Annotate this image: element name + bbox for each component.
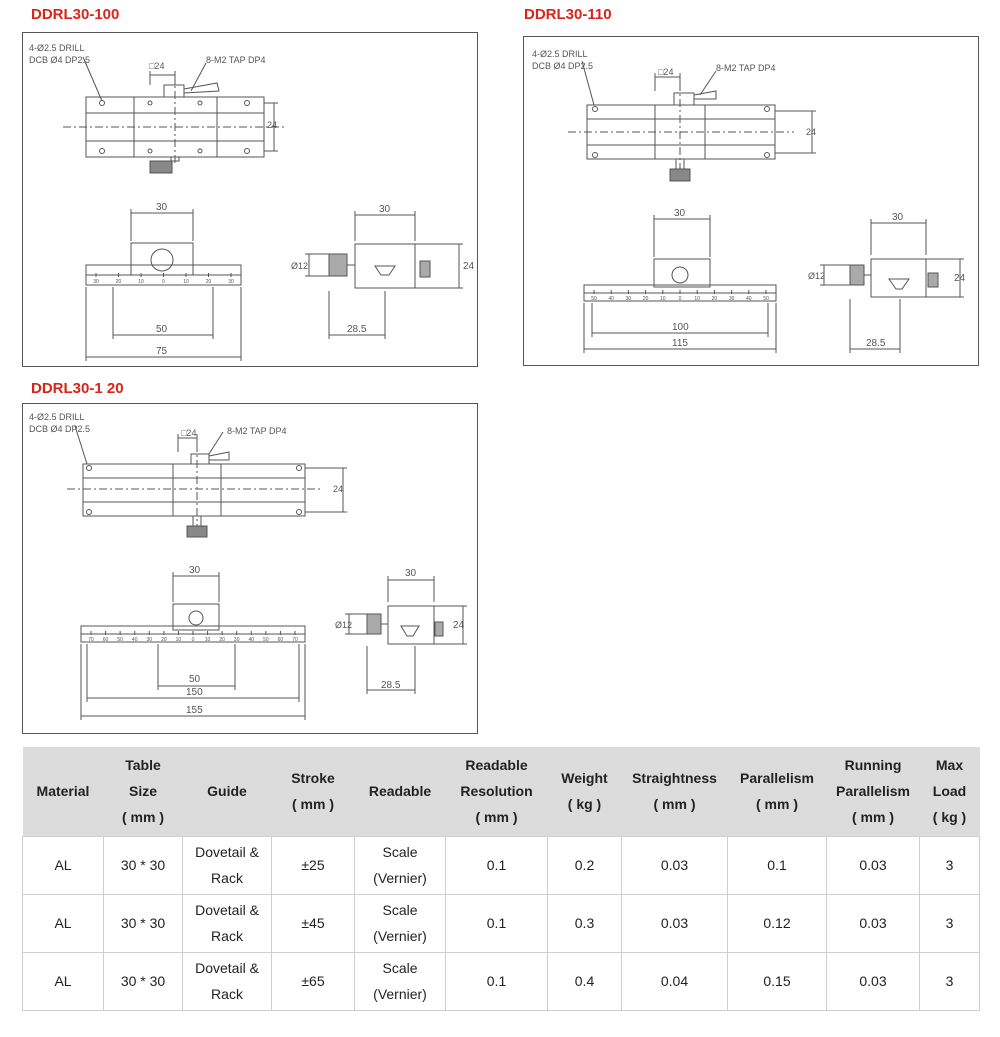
scale-tick-label: 30 xyxy=(93,279,99,285)
spec-cell xyxy=(622,836,728,894)
spec-cell-text: 3 xyxy=(945,973,954,989)
spec-cell xyxy=(548,836,622,894)
tap-note: 8-M2 TAP DP4 xyxy=(716,63,776,73)
front-mount-dim: 50 xyxy=(189,674,201,685)
spec-cell-text: AL xyxy=(54,973,72,989)
spec-header-text: Weight xyxy=(561,770,608,787)
scale-tick-label: 10 xyxy=(694,296,700,302)
spec-cell xyxy=(728,836,827,894)
spec-cell xyxy=(446,836,548,894)
spec-header-text: ( mm ) xyxy=(756,796,798,813)
spec-cell xyxy=(827,952,920,1010)
spec-cell xyxy=(23,894,104,952)
spec-cell xyxy=(355,952,446,1010)
spec-cell-text: ±65 xyxy=(301,973,325,989)
drawing-svg-ddrl30-100 xyxy=(23,33,479,368)
spec-table xyxy=(22,747,980,1011)
scale-tick-label: 10 xyxy=(204,637,211,643)
spec-header-text: Load xyxy=(932,783,967,800)
scale-tick-label: 10 xyxy=(138,279,144,285)
spec-cell-text: (Vernier) xyxy=(373,928,427,944)
spec-header-cell xyxy=(827,747,920,836)
spec-header-text: Resolution xyxy=(460,783,533,800)
scale-tick-label: 20 xyxy=(711,296,718,302)
side-height-dim: 24 xyxy=(453,620,465,631)
spec-cell-text: 0.1 xyxy=(486,973,507,989)
spec-cell-text: 0.04 xyxy=(660,973,689,989)
spec-cell-text: 0.03 xyxy=(859,973,887,989)
drill-note-line2: DCB Ø4 DP2.5 xyxy=(29,55,91,65)
spec-header-cell xyxy=(728,747,827,836)
spec-header-text: ( mm ) xyxy=(475,809,518,826)
spec-cell-text: 0.1 xyxy=(486,915,507,931)
side-height-dim: 24 xyxy=(463,261,475,272)
spec-cell-text: ±25 xyxy=(301,857,325,873)
spec-cell-text: (Vernier) xyxy=(373,870,427,886)
spec-cell-text: AL xyxy=(54,915,72,931)
spec-header-cell xyxy=(272,747,355,836)
scale-tick-label: 10 xyxy=(175,637,182,643)
spec-cell xyxy=(272,836,355,894)
spec-cell-text: Scale xyxy=(382,960,418,976)
spec-cell-text: Dovetail & xyxy=(195,844,259,860)
scale-tick-label: 40 xyxy=(131,637,138,643)
side-height-dim: 24 xyxy=(954,273,966,284)
model-title-ddrl30-100: DDRL30-100 xyxy=(31,6,120,23)
drawing-svg-ddrl30-120 xyxy=(23,404,479,735)
scale-tick-label: 10 xyxy=(660,296,666,302)
scale-tick-label: 40 xyxy=(746,296,752,302)
scale-tick-label: 50 xyxy=(117,637,123,643)
spec-header-cell xyxy=(23,747,104,836)
scale-tick-label: 20 xyxy=(205,279,212,285)
tap-note: 8-M2 TAP DP4 xyxy=(227,426,287,436)
scale-tick-label: 20 xyxy=(115,279,122,285)
scale-tick-label: 0 xyxy=(678,296,682,302)
spec-header-text: Stroke xyxy=(291,770,335,787)
scale-tick-label: 30 xyxy=(146,637,153,643)
spec-cell xyxy=(920,836,980,894)
scale-tick-label: 50 xyxy=(591,296,597,302)
top-height-dim: 24 xyxy=(806,127,817,137)
spec-cell-text: 0.03 xyxy=(859,915,887,931)
spec-header-cell xyxy=(183,747,272,836)
spec-cell xyxy=(272,952,355,1010)
spec-header-text: Table xyxy=(125,757,161,774)
scale-tick-label: 50 xyxy=(763,296,769,302)
model-title-ddrl30-120: DDRL30-1 20 xyxy=(31,380,124,397)
front-mount-dim: 50 xyxy=(156,324,168,335)
spec-header-text: Material xyxy=(36,783,90,800)
offset-dim: 28.5 xyxy=(347,324,367,335)
top-height-dim: 24 xyxy=(267,120,278,130)
drawing-ddrl30-100 xyxy=(22,32,478,367)
front-length-dim: 75 xyxy=(156,346,168,357)
spec-row xyxy=(23,894,980,952)
spec-cell xyxy=(183,836,272,894)
spec-cell xyxy=(104,836,183,894)
scale-tick-label: 10 xyxy=(183,279,189,285)
spec-cell-text: AL xyxy=(54,857,72,873)
spec-cell-text: 0.03 xyxy=(859,857,887,873)
scale-tick-label: 20 xyxy=(642,296,649,302)
spec-cell xyxy=(827,836,920,894)
spec-cell xyxy=(548,952,622,1010)
square-dim: □24 xyxy=(149,61,165,71)
spec-cell-text: 0.2 xyxy=(574,857,595,873)
spec-cell-text: 0.4 xyxy=(574,973,595,989)
spec-cell xyxy=(827,894,920,952)
front-length-dim: 155 xyxy=(186,705,203,716)
scale-tick-label: 30 xyxy=(233,637,240,643)
spec-cell xyxy=(23,952,104,1010)
spec-cell-text: Rack xyxy=(211,986,243,1002)
spec-cell-text: 3 xyxy=(945,915,954,931)
side-table-dim: 30 xyxy=(379,204,391,215)
spec-cell xyxy=(446,952,548,1010)
scale-tick-label: 40 xyxy=(608,296,614,302)
front-table-dim: 30 xyxy=(156,202,168,213)
spec-header-cell xyxy=(920,747,980,836)
spec-cell xyxy=(548,894,622,952)
spec-header-text: ( mm ) xyxy=(653,796,696,813)
scale-tick-label: 70 xyxy=(88,637,94,643)
spec-header-text: Max xyxy=(935,757,964,774)
scale-tick-label: 30 xyxy=(728,296,735,302)
scale-tick-label: 70 xyxy=(292,637,298,643)
spec-cell xyxy=(622,952,728,1010)
spec-cell xyxy=(104,894,183,952)
knob-dim: Ø12 xyxy=(335,620,353,630)
front-table-dim: 30 xyxy=(674,208,686,219)
drill-note-line1: 4-Ø2.5 DRILL xyxy=(29,43,85,53)
spec-cell xyxy=(920,952,980,1010)
spec-cell xyxy=(446,894,548,952)
spec-cell-text: 30 * 30 xyxy=(120,857,166,873)
tap-note: 8-M2 TAP DP4 xyxy=(206,55,266,65)
scale-tick-label: 0 xyxy=(162,279,165,285)
offset-dim: 28.5 xyxy=(866,338,886,349)
top-height-dim: 24 xyxy=(333,484,344,494)
spec-header-cell xyxy=(355,747,446,836)
spec-cell xyxy=(104,952,183,1010)
spec-header-text: Guide xyxy=(207,783,247,800)
spec-cell-text: 0.3 xyxy=(574,915,595,931)
spec-cell xyxy=(183,952,272,1010)
drawing-svg-ddrl30-110 xyxy=(524,37,980,367)
side-table-dim: 30 xyxy=(405,568,417,579)
spec-cell xyxy=(183,894,272,952)
spec-header-text: ( mm ) xyxy=(292,796,334,813)
spec-body xyxy=(23,836,980,1010)
model-title-ddrl30-110: DDRL30-110 xyxy=(524,6,612,23)
spec-header-cell xyxy=(104,747,183,836)
spec-header-text: Parallelism xyxy=(836,783,910,800)
scale-tick-label: 0 xyxy=(191,637,195,643)
spec-cell-text: Dovetail & xyxy=(195,902,259,918)
scale-tick-label: 50 xyxy=(263,637,269,643)
spec-header-text: Running xyxy=(844,757,902,774)
spec-cell-text: ±45 xyxy=(301,915,325,931)
scale-tick-label: 30 xyxy=(228,279,234,285)
spec-cell-text: 3 xyxy=(945,857,954,873)
drawing-ddrl30-120 xyxy=(22,403,478,734)
front-mount2-dim: 150 xyxy=(186,687,203,698)
spec-cell-text: Scale xyxy=(382,902,418,918)
scale-tick-label: 20 xyxy=(161,637,167,643)
spec-header-text: Parallelism xyxy=(740,770,814,787)
spec-cell-text: 0.1 xyxy=(486,857,507,873)
spec-header-text: Size xyxy=(128,783,157,800)
offset-dim: 28.5 xyxy=(381,680,401,691)
side-table-dim: 30 xyxy=(892,212,904,223)
scale-tick-label: 60 xyxy=(277,637,284,643)
spec-cell-text: 0.03 xyxy=(660,857,689,873)
spec-header-row xyxy=(23,747,980,836)
knob-dim: Ø12 xyxy=(808,271,826,281)
spec-header-cell xyxy=(622,747,728,836)
spec-cell-text: 0.1 xyxy=(767,857,787,873)
spec-cell xyxy=(355,836,446,894)
spec-row xyxy=(23,836,980,894)
square-dim: □24 xyxy=(658,67,674,77)
spec-cell-text: 30 * 30 xyxy=(120,973,166,989)
drill-note-line1: 4-Ø2.5 DRILL xyxy=(532,49,588,59)
scale-tick-label: 20 xyxy=(219,637,225,643)
front-mount-dim: 100 xyxy=(672,322,689,333)
spec-header-text: Straightness xyxy=(632,770,717,787)
spec-cell xyxy=(23,836,104,894)
spec-cell-text: Rack xyxy=(211,870,243,886)
spec-cell xyxy=(272,894,355,952)
spec-header-text: ( kg ) xyxy=(567,796,602,813)
front-table-dim: 30 xyxy=(189,565,201,576)
spec-row xyxy=(23,952,980,1010)
scale-tick-label: 60 xyxy=(102,637,109,643)
spec-header-cell xyxy=(548,747,622,836)
spec-cell xyxy=(728,952,827,1010)
spec-cell-text: Scale xyxy=(382,844,418,860)
spec-header-text: ( mm ) xyxy=(852,809,894,826)
spec-cell xyxy=(355,894,446,952)
spec-header-cell xyxy=(446,747,548,836)
spec-cell xyxy=(920,894,980,952)
drill-note-line2: DCB Ø4 DP2.5 xyxy=(532,61,594,71)
spec-header-text: ( kg ) xyxy=(932,809,967,826)
knob-dim: Ø12 xyxy=(291,261,309,271)
spec-cell-text: 0.12 xyxy=(763,915,791,931)
square-dim: □24 xyxy=(181,428,197,438)
spec-cell-text: 30 * 30 xyxy=(120,915,166,931)
spec-cell xyxy=(728,894,827,952)
spec-cell xyxy=(622,894,728,952)
spec-header-text: ( mm ) xyxy=(122,809,164,826)
scale-tick-label: 30 xyxy=(625,296,632,302)
spec-cell-text: (Vernier) xyxy=(373,986,427,1002)
spec-header-text: Readable xyxy=(465,757,528,774)
spec-cell-text: Rack xyxy=(211,928,243,944)
spec-cell-text: 0.15 xyxy=(763,973,791,989)
spec-header-text: Readable xyxy=(368,783,432,800)
front-length-dim: 115 xyxy=(672,338,688,349)
spec-cell-text: 0.03 xyxy=(660,915,689,931)
spec-cell-text: Dovetail & xyxy=(195,960,259,976)
scale-tick-label: 40 xyxy=(248,637,255,643)
drill-note-line1: 4-Ø2.5 DRILL xyxy=(29,412,85,422)
drill-note-line2: DCB Ø4 DP2.5 xyxy=(29,424,91,434)
drawing-ddrl30-110 xyxy=(523,36,979,366)
